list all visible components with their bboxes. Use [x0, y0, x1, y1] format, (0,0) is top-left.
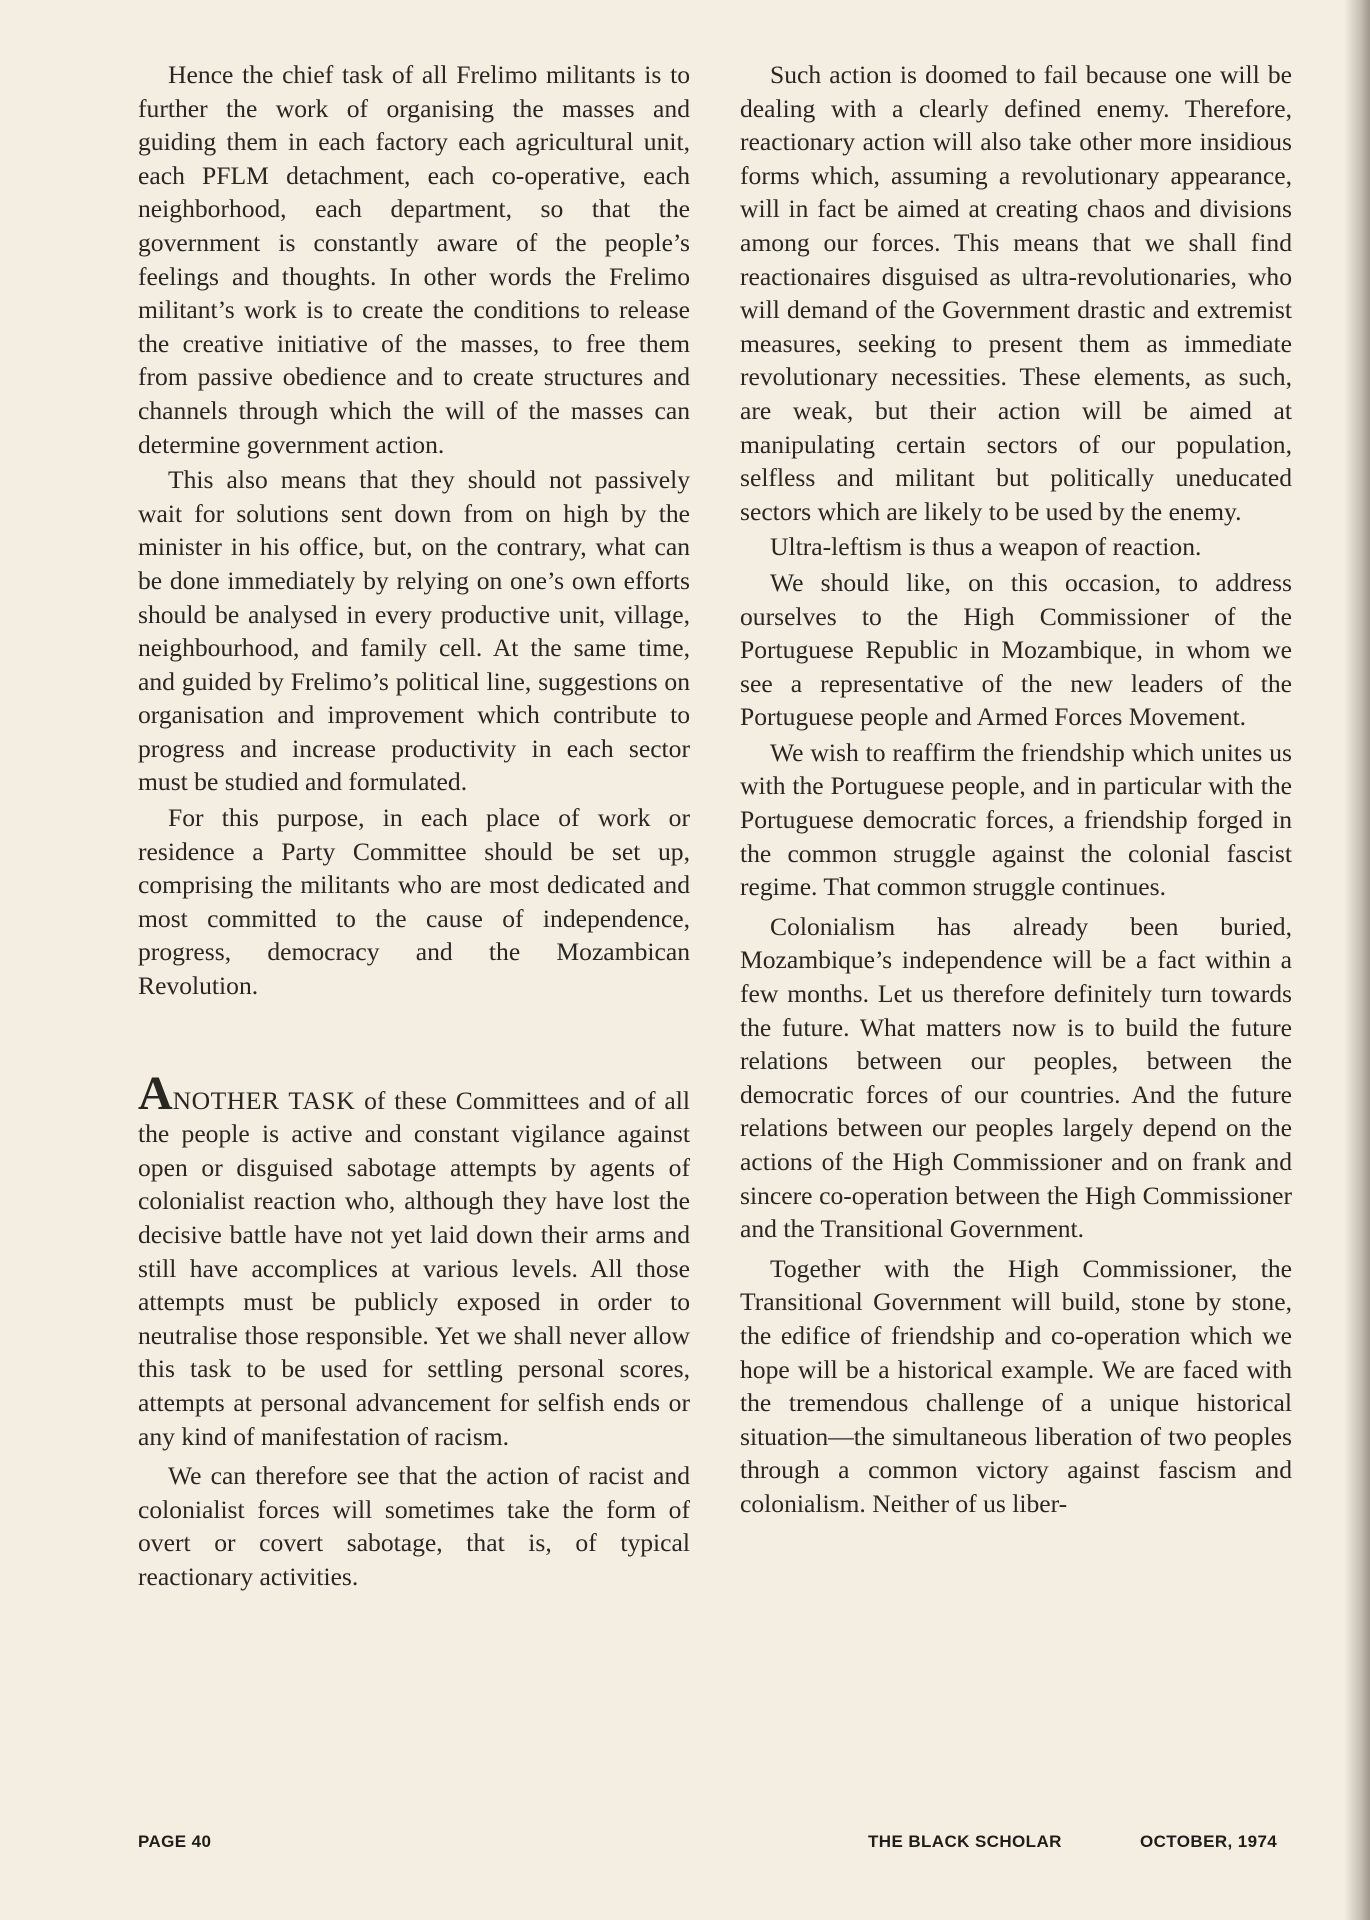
- small-caps-lead: NOTHER TASK: [172, 1085, 356, 1115]
- paragraph: We should like, on this occasion, to address ourselves to the High Commissioner of the Portuguese Republic in Mozambique, in whom we see a representative of the new leaders of the Portuguese people and Armed Forces Movement.: [740, 567, 1292, 732]
- paragraph: Such action is doomed to fail because one will be dealing with a clearly defined enemy. Therefore, reactionary action will also take other more insidious forms which, assuming a revolutionary appearance, will in fact be aimed at creating chaos and divisions among our forces. This means that we shall find reactionaires disguised as ultra-revolutionaries, who will demand of the Government drastic and extremist measures, seeking to present them as immediate revolutionary necessities. These elements, as such, are weak, but their action will be aimed at manipulating certain sectors of our population, selfless and militant but politically uneducated sectors which are likely to be used by the enemy.: [740, 60, 1292, 526]
- paragraph: Colonialism has already been buried, Mozambique’s independence will be a fact within a few months. Let us therefore definitely turn towards the future. What matters now is to build the future relations between our peoples, between the democratic forces of our countries. And the future relations between our peoples largely depend on the actions of the High Commissioner and on frank and sincere co-operation between the High Commissioner and the Transitional Government.: [740, 911, 1292, 1244]
- page-edge-shadow: [1344, 0, 1370, 1920]
- right-column: [740, 58, 1292, 1523]
- section-gap: [138, 1005, 690, 1079]
- paragraph: Together with the High Commissioner, the Transitional Government will build, stone by stone, the edifice of friendship and co-operation which we hope will be a historical example. We are faced with the tremendous challenge of a unique historical situation—the simultaneous liberation of two peoples through a common victory against fascism and colonialism. Neither of us liber-: [740, 1253, 1292, 1518]
- paragraph: We wish to reaffirm the friendship which unites us with the Portuguese people, and in particular with the Portuguese democratic forces, a friendship forged in the common struggle against the colonial fascist regime. That common struggle continues.: [740, 737, 1292, 902]
- page-number: PAGE 40: [138, 1832, 212, 1851]
- journal-name: THE BLACK SCHOLAR: [868, 1832, 1062, 1851]
- paragraph: For this purpose, in each place of work or residence a Party Committee should be set up, comprising the militants who are most dedicated and most committed to the cause of independence, progress, democracy and the Mozambican Revolution.: [138, 803, 690, 1001]
- paragraph: Ultra-leftism is thus a weapon of reaction.: [770, 532, 1202, 562]
- paragraph: Hence the chief task of all Frelimo militants is to further the work of organising the masses and guiding them in each factory each agricultural unit, each PFLM detachment, each co-operative, each neighborhood, each department, so that the government is constantly aware of the people’s feelings and thoughts. In other words the Frelimo militant’s work is to create the conditions to release the creative initiative of the masses, to free them from passive obedience and to create structures and channels through which the will of the masses can determine government action.: [138, 60, 690, 459]
- issue-date: OCTOBER, 1974: [1140, 1832, 1278, 1851]
- drop-cap: A: [138, 1066, 173, 1120]
- paragraph-text: of these Committees and of all the people is active and constant vigilance against open or disguised sabotage attempts by agents of colonialist reaction who, although they have lost the decisive battle have not yet laid down their arms and still have accomplices at various levels. All those attempts must be publicly exposed in order to neutralise those responsible. Yet we shall never allow this task to be used for settling personal scores, attempts at personal advancement for selfish ends or any kind of manifestation of racism.: [138, 1085, 690, 1451]
- left-column: [138, 58, 690, 1596]
- paragraph: We can therefore see that the action of racist and colonialist forces will sometimes take the form of overt or covert sabotage, that is, of typical reactionary activities.: [138, 1461, 690, 1591]
- paragraph: This also means that they should not passively wait for solutions sent down from on high by the minister in his office, but, on the contrary, what can be done immediately by relying on one’s own efforts should be analysed in every productive unit, village, neighbourhood, and family cell. At the same time, and guided by Frelimo’s political line, suggestions on organisation and improvement which contribute to progress and increase productivity in each sector must be studied and formulated.: [138, 465, 690, 797]
- section-opening-paragraph: [138, 1066, 690, 1454]
